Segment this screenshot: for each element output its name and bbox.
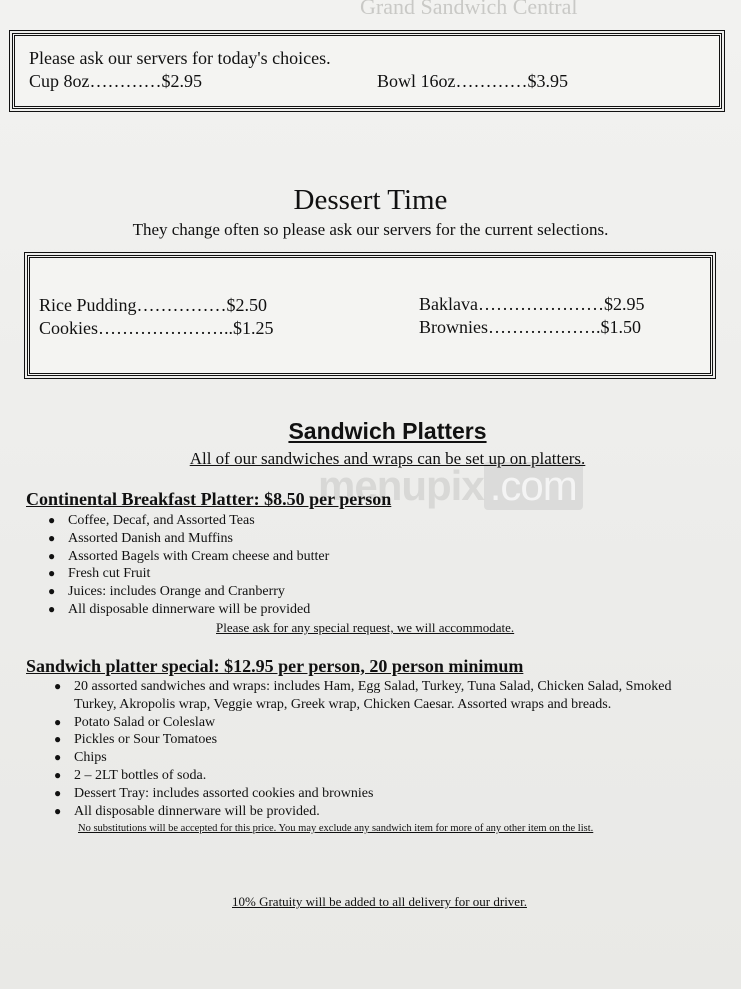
substitution-note: No substitutions will be accepted for this price. You may exclude any sandwich item for more of any other item on the list. bbox=[78, 823, 594, 834]
bullet-icon: ● bbox=[48, 566, 56, 581]
list-item: ● 20 assorted sandwiches and wraps: includes Ham, Egg Salad, Turkey, Tuna Salad, Chicken Salad, Smoked Turkey, Akropolis wrap, Veggie wrap, Greek wrap, Chicken Caesar. Assorted wraps and breads. bbox=[54, 679, 672, 712]
list-item: ● Fresh cut Fruit bbox=[48, 566, 151, 582]
sandwich-special-heading: Sandwich platter special: $12.95 per person, 20 person minimum bbox=[26, 656, 524, 676]
dessert-item-rice-pudding: Rice Pudding……………$2.50 bbox=[39, 295, 267, 315]
bullet-icon: ● bbox=[54, 750, 62, 765]
bullet-icon: ● bbox=[54, 767, 62, 782]
platters-subtitle: All of our sandwiches and wraps can be set up on platters. bbox=[189, 449, 586, 468]
bullet-icon: ● bbox=[54, 785, 62, 800]
list-item: ● Chips bbox=[54, 750, 107, 766]
list-item: ● Assorted Danish and Muffins bbox=[48, 530, 234, 546]
bullet-icon: ● bbox=[48, 548, 56, 563]
breakfast-platter-heading: Continental Breakfast Platter: $8.50 per person bbox=[26, 489, 392, 509]
bullet-icon: ● bbox=[48, 513, 56, 527]
dessert-item-brownies: Brownies……………….$1.50 bbox=[419, 317, 641, 337]
soup-bowl-price: Bowl 16oz…………$3.95 bbox=[377, 71, 568, 91]
list-item: ● Juices: includes Orange and Cranberry bbox=[48, 584, 285, 600]
breakfast-item-list bbox=[44, 512, 704, 619]
dessert-subtitle: They change often so please ask our servers for the current selections. bbox=[132, 220, 609, 239]
list-item: ● Pickles or Sour Tomatoes bbox=[54, 732, 218, 748]
dessert-price-box bbox=[27, 255, 713, 376]
dessert-item-baklava: Baklava…………………$2.95 bbox=[419, 294, 645, 314]
dessert-title: Dessert Time bbox=[293, 184, 448, 216]
list-item: ● Dessert Tray: includes assorted cookies and brownies bbox=[54, 785, 374, 801]
gratuity-note: 10% Gratuity will be added to all delivery for our driver. bbox=[232, 894, 527, 909]
bullet-icon: ● bbox=[54, 679, 62, 693]
list-item: ● 2 – 2LT bottles of soda. bbox=[54, 767, 207, 783]
bullet-icon: ● bbox=[48, 584, 56, 599]
soup-price-box bbox=[12, 33, 722, 109]
platters-title: Sandwich Platters bbox=[288, 418, 487, 444]
ghost-header-text: Grand Sandwich Central bbox=[360, 0, 578, 19]
list-item: ● Coffee, Decaf, and Assorted Teas bbox=[48, 513, 255, 528]
list-item: ● All disposable dinnerware will be provided. bbox=[54, 803, 320, 819]
soup-cup-price: Cup 8oz…………$2.95 bbox=[29, 71, 202, 91]
list-item: ● Potato Salad or Coleslaw bbox=[54, 714, 216, 730]
breakfast-request-note: Please ask for any special request, we will accommodate. bbox=[216, 620, 515, 635]
list-item: ● Assorted Bagels with Cream cheese and butter bbox=[48, 548, 330, 564]
soup-note: Please ask our servers for today's choices. bbox=[29, 48, 331, 68]
bullet-icon: ● bbox=[48, 601, 56, 616]
bullet-icon: ● bbox=[54, 803, 62, 818]
watermark: menupix .com bbox=[318, 462, 583, 510]
bullet-icon: ● bbox=[54, 714, 62, 729]
dessert-item-cookies: Cookies…………………..$1.25 bbox=[39, 318, 274, 338]
bullet-icon: ● bbox=[48, 530, 56, 545]
list-item: ● All disposable dinnerware will be provided bbox=[48, 601, 311, 617]
special-item-list bbox=[50, 678, 710, 820]
bullet-icon: ● bbox=[54, 732, 62, 747]
